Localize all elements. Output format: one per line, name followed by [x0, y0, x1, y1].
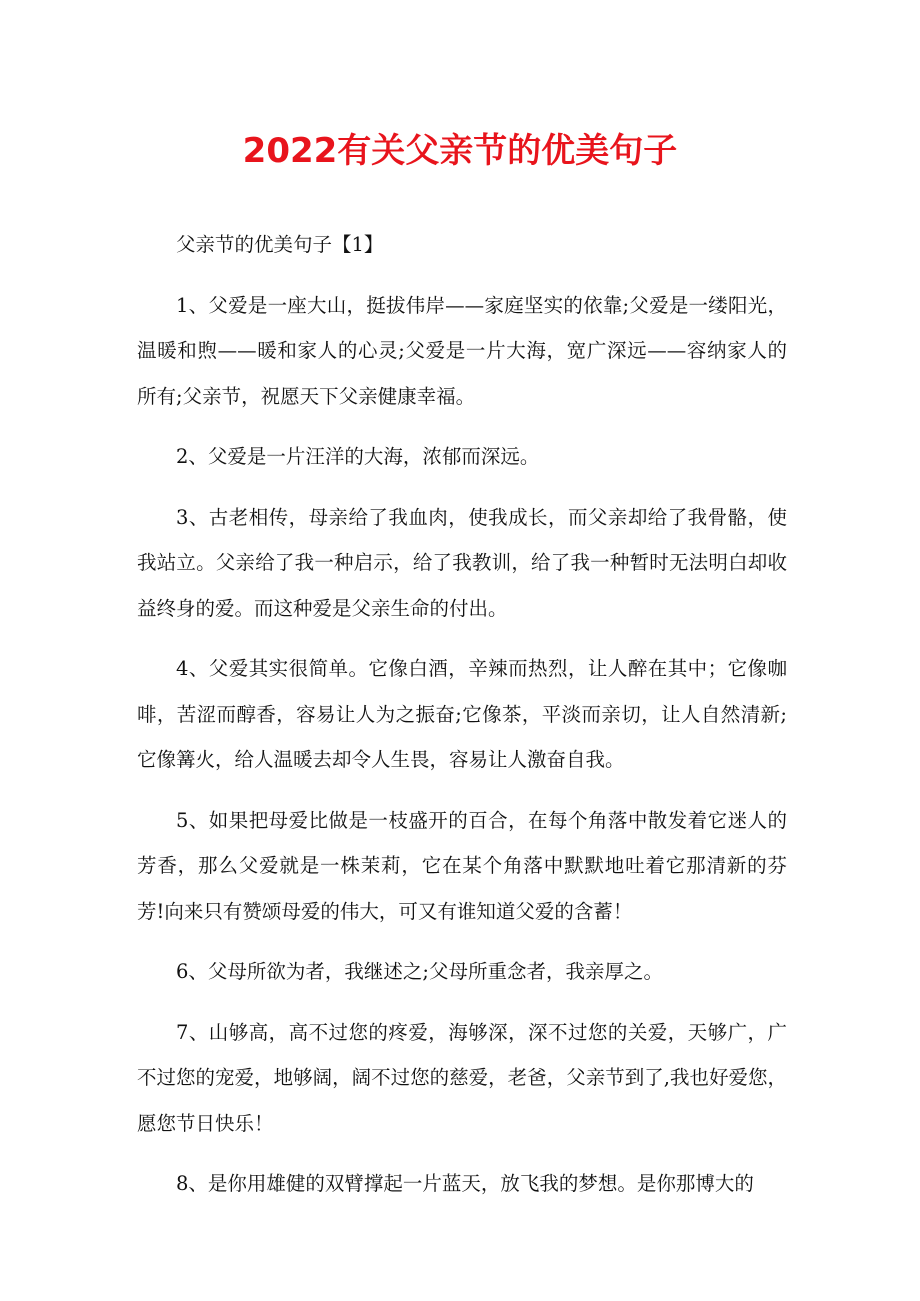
paragraph-4: 4、父爱其实很简单。它像白酒，辛辣而热烈，让人醉在其中；它像咖啡，苦涩而醇香，容易让人为之振奋;它像茶，平淡而亲切，让人自然清新;它像篝火，给人温暖去却令人生畏，容易让人激奋自我。 — [137, 657, 787, 771]
section-heading: 父亲节的优美句子【1】 — [176, 233, 384, 256]
paragraph-7: 7、山够高，高不过您的疼爱，海够深，深不过您的关爱，天够广，广不过您的宠爱，地够阔，阔不过您的慈爱，老爸，父亲节到了,我也好爱您，愿您节日快乐！ — [137, 1020, 787, 1135]
paragraph-1: 1、父爱是一座大山，挺拔伟岸——家庭坚实的依靠;父爱是一缕阳光，温暖和煦——暖和家人的心灵;父爱是一片大海，宽广深远——容纳家人的所有;父亲节，祝愿天下父亲健康幸福。 — [137, 293, 787, 408]
paragraph-6: 6、父母所欲为者，我继述之;父母所重念者，我亲厚之。 — [176, 960, 663, 983]
paragraph-3: 3、古老相传，母亲给了我血肉，使我成长，而父亲却给了我骨骼，使我站立。父亲给了我一种启示，给了我教训，给了我一种暂时无法明白却收益终身的爱。而这种爱是父亲生命的付出。 — [137, 505, 787, 620]
paragraph-5: 5、如果把母爱比做是一枝盛开的百合，在每个角落中散发着它迷人的芳香，那么父爱就是一株茉莉，它在某个角落中默默地吐着它那清新的芬芳!向来只有赞颂母爱的伟大，可又有谁知道父爱的含蓄！ — [137, 808, 787, 923]
paragraph-8: 8、是你用雄健的双臂撑起一片蓝天，放飞我的梦想。是你那博大的 — [176, 1172, 754, 1195]
page-title: 2022有关父亲节的优美句子 — [242, 131, 678, 171]
paragraph-2: 2、父爱是一片汪洋的大海，浓郁而深远。 — [176, 445, 540, 468]
document-body — [137, 222, 787, 1222]
